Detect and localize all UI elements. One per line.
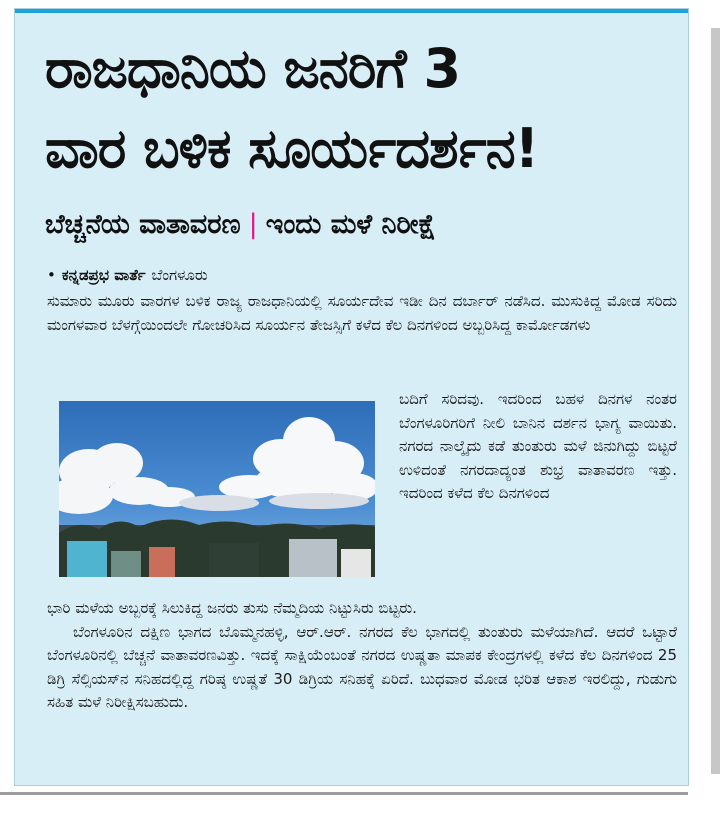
byline	[47, 266, 208, 284]
footer-rule	[0, 792, 688, 795]
byline-bullet: •	[47, 266, 56, 284]
subhead-left: ಬೆಚ್ಚನೆಯ ವಾತಾವರಣ	[45, 209, 241, 240]
subhead-separator: |	[248, 209, 258, 240]
headline-line-1: ರಾಜಧಾನಿಯ ಜನರಿಗೆ 3	[45, 37, 461, 100]
byline-agency: ಕನ್ನಡಪ್ರಭ ವಾರ್ತೆ	[61, 266, 146, 284]
sky-photo-image	[59, 401, 375, 577]
headline-line-2: ವಾರ ಬಳಿಕ ಸೂರ್ಯದರ್ಶನ!	[45, 117, 539, 180]
headline	[45, 29, 685, 189]
news-clipping	[14, 8, 689, 786]
subheadline	[45, 205, 685, 245]
paragraph-beside-photo: ಬದಿಗೆ ಸರಿದವು. ಇದರಿಂದ ಬಹಳ ದಿನಗಳ ನಂತರ ಬೆಂಗಳೂರಿಗರಿಗೆ ನೀಲಿ ಬಾನಿನ ದರ್ಶನ ಭಾಗ್ಯ ವಾಯಿತು. ನಗರದ ನಾಲ್ಕೈದು ಕಡೆ ತುಂತುರು ಮಳೆ ಜಿನುಗಿದ್ದು ಬಿಟ್ಟರೆ ಉಳಿದಂತೆ ನಗರದಾದ್ಯಂತ ಶುಭ್ರ ವಾತಾವರಣ ಇತ್ತು. ಇದರಿಂದ ಕಳೆದ ಕೆಲ ದಿನಗಳಿಂದ	[399, 390, 677, 502]
accent-bar	[15, 9, 688, 13]
paragraph-closing	[47, 597, 677, 715]
paragraph-intro: ಸುಮಾರು ಮೂರು ವಾರಗಳ ಬಳಿಕ ರಾಜ್ಯ ರಾಜಧಾನಿಯಲ್ಲಿ ಸೂರ್ಯದೇವ ಇಡೀ ದಿನ ದರ್ಬಾರ್ ನಡೆಸಿದ. ಮುಸುಕಿದ್ದ ಮೋಡ ಸರಿದು ಮಂಗಳವಾರ ಬೆಳಗ್ಗೆಯಿಂದಲೇ ಗೋಚರಿಸಿದ ಸೂರ್ಯನ ತೇಜಸ್ಸಿಗೆ ಕಳೆದ ಕೆಲ ದಿನಗಳಿಂದ ಅಬ್ಬರಿಸಿದ್ದ ಕಾರ್ಮೋಡಗಳು	[47, 292, 677, 334]
top-strip	[0, 0, 720, 8]
byline-city: ಬೆಂಗಳೂರು	[151, 266, 208, 284]
sky-photo	[59, 401, 375, 577]
paragraph-closing-2: ಬೆಂಗಳೂರಿನ ದಕ್ಷಿಣ ಭಾಗದ ಬೊಮ್ಮನಹಳ್ಳಿ, ಆರ್.ಆರ್. ನಗರದ ಕೆಲ ಭಾಗದಲ್ಲಿ ತುಂತುರು ಮಳೆಯಾಗಿದೆ. ಆದರೆ ಒಟ್ಟಾರೆ ಬೆಂಗಳೂರಿನಲ್ಲಿ ಬೆಚ್ಚನೆ ವಾತಾವರಣವಿತ್ತು. ಇದಕ್ಕೆ ಸಾಕ್ಷಿಯೆಂಬಂತೆ ನಗರದ ಉಷ್ಣತಾ ಮಾಪಕ ಕೇಂದ್ರಗಳಲ್ಲಿ ಕಳೆದ ಕೆಲ ದಿನಗಳಿಂದ 25 ಡಿಗ್ರಿ ಸೆಲ್ಸಿಯಸ್‌ನ ಸನಿಹದಲ್ಲಿದ್ದ ಗರಿಷ್ಠ ಉಷ್ಣತೆ 30 ಡಿಗ್ರಿಯ ಸನಿಹಕ್ಕೆ ಏರಿದೆ. ಬುಧವಾರ ಮೋಡ ಭರಿತ ಆಕಾಶ ಇರಲಿದ್ದು, ಗುಡುಗು ಸಹಿತ ಮಳೆ ನಿರೀಕ್ಷಿಸಬಹುದು.	[47, 622, 677, 711]
paragraph-closing-1: ಭಾರಿ ಮಳೆಯ ಅಬ್ಬರಕ್ಕೆ ಸಿಲುಕಿದ್ದ ಜನರು ತುಸು ನೆಮ್ಮದಿಯ ನಿಟ್ಟುಸಿರು ಬಿಟ್ಟರು.	[47, 599, 417, 617]
subhead-right: ಇಂದು ಮಳೆ ನಿರೀಕ್ಷೆ	[265, 209, 436, 240]
adjacent-clipping-edge	[711, 28, 720, 774]
